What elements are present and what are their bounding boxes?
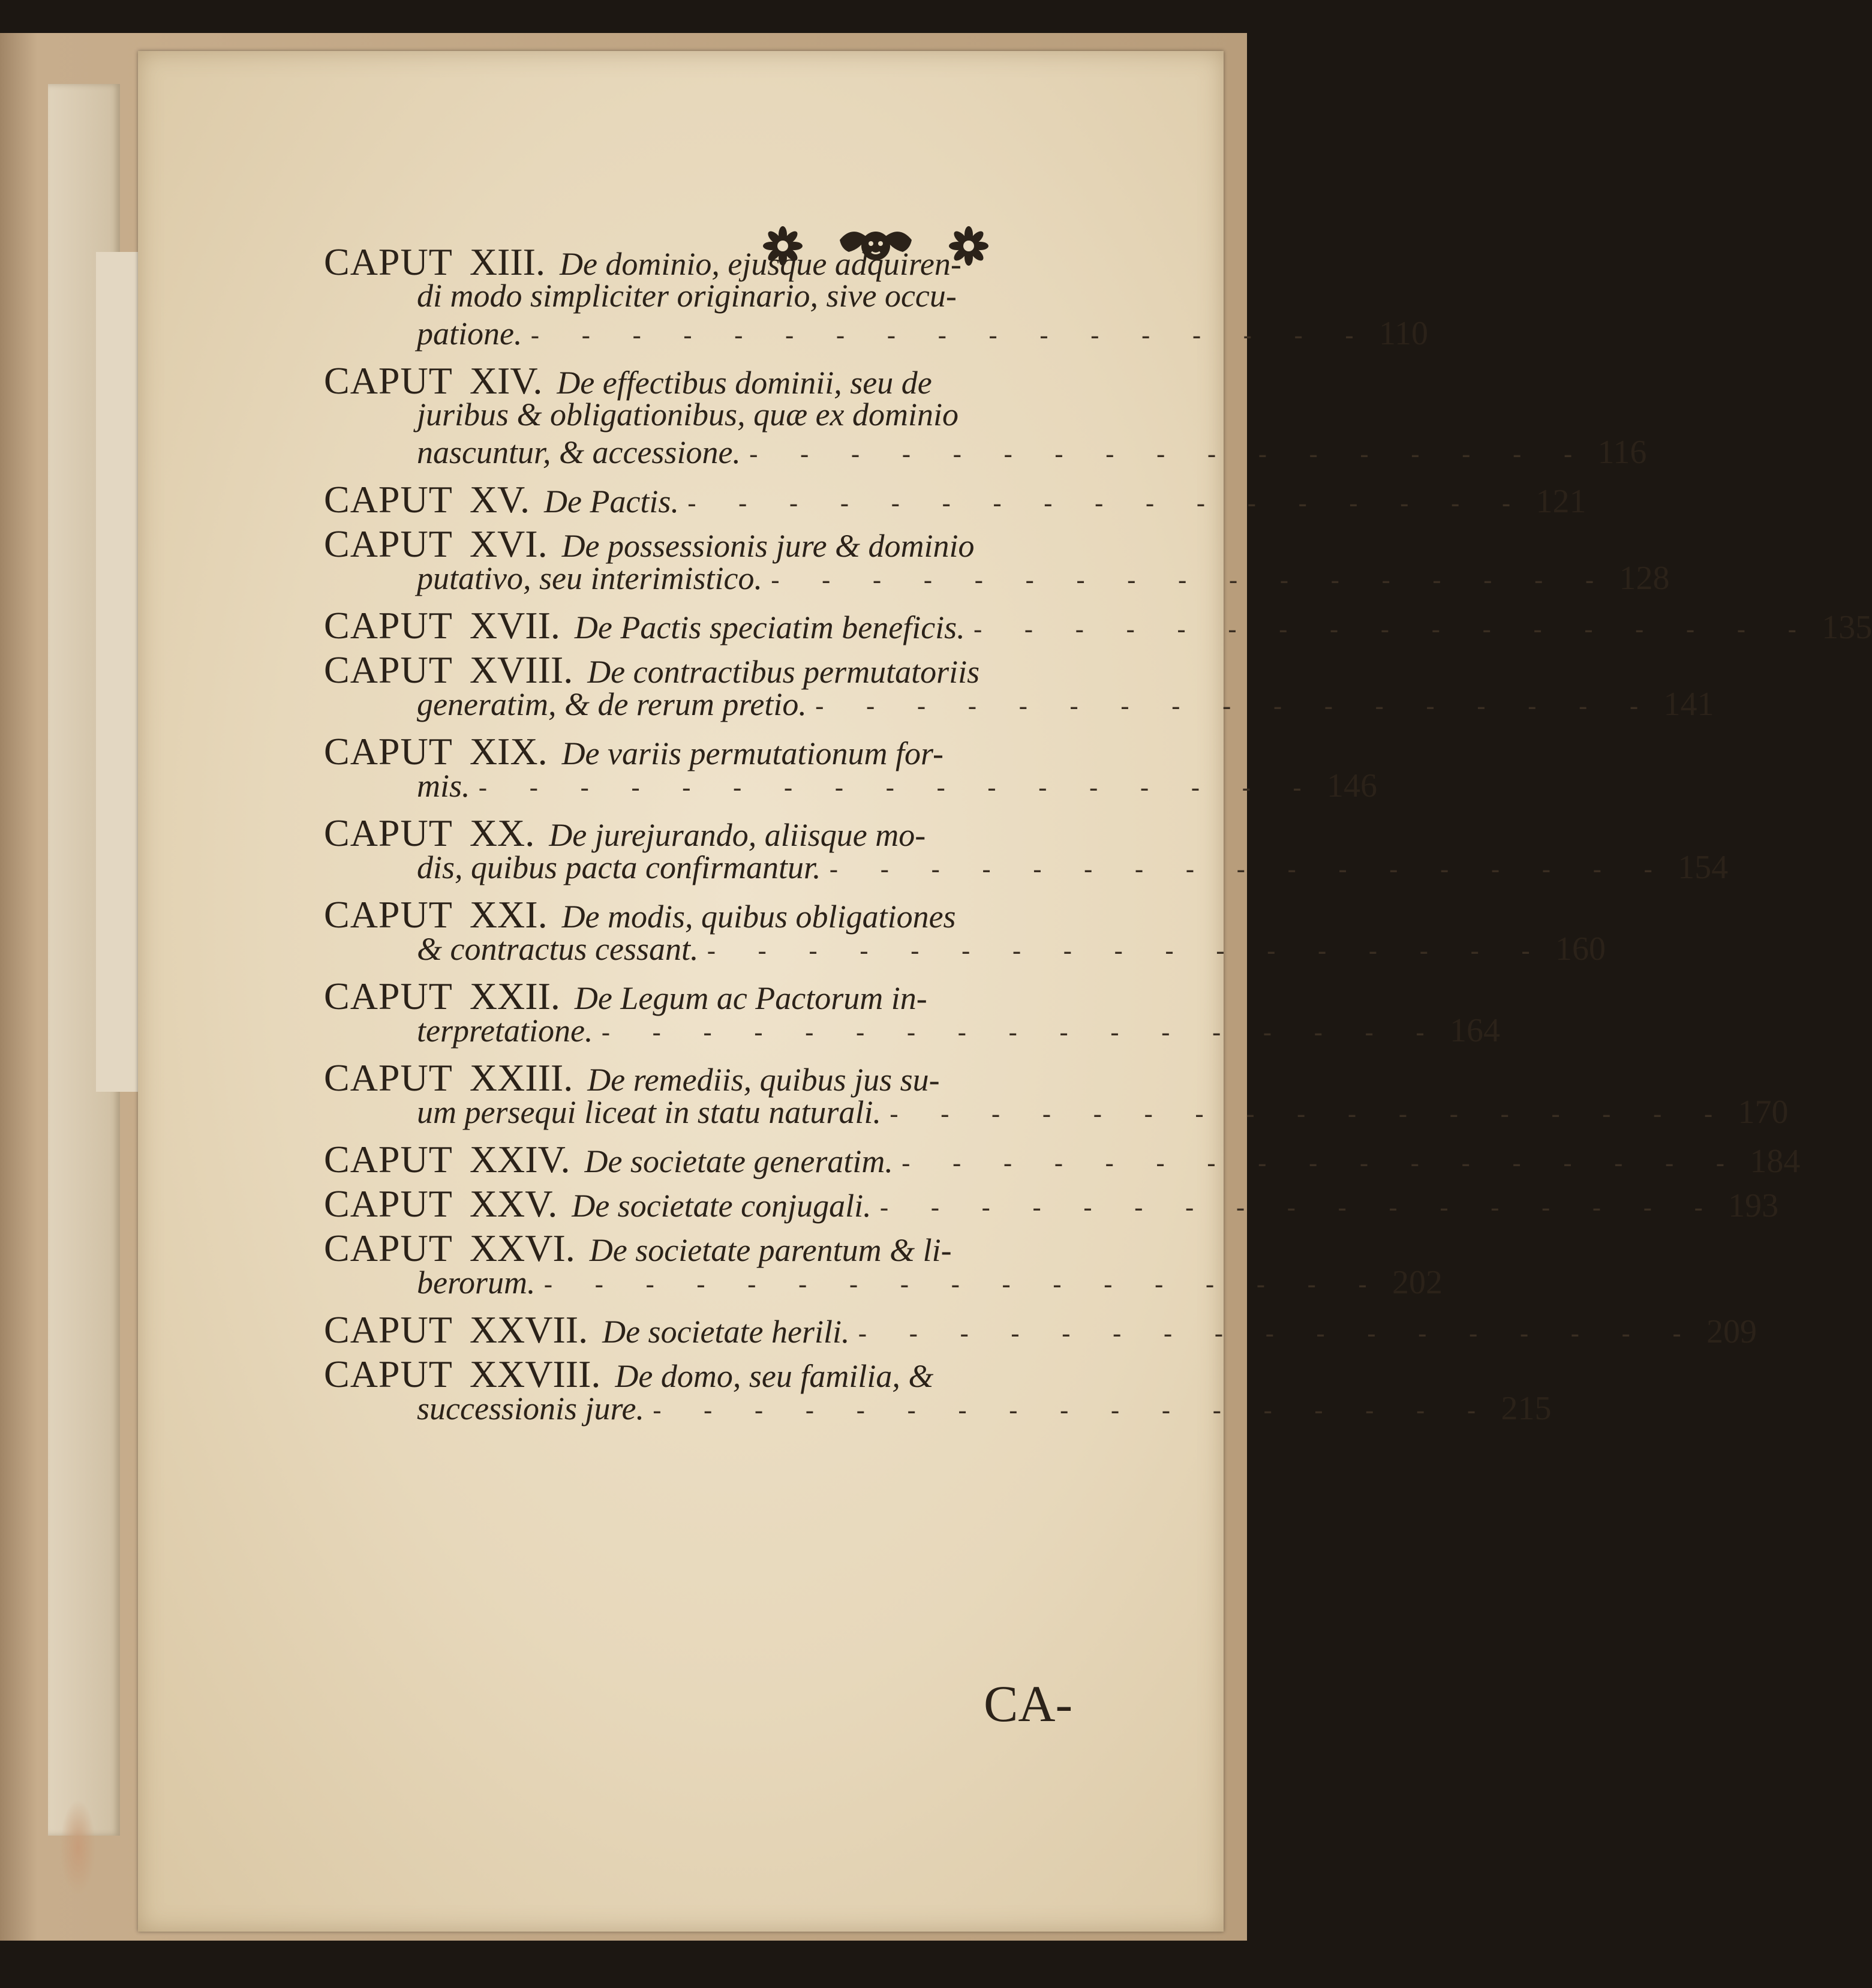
chapter-title-text: De Legum ac Pactorum in- <box>574 980 927 1016</box>
chapter-numeral: XIX. <box>469 730 548 773</box>
dot-leader: - - - - - - - - - - - - - - - - - <box>543 1269 1384 1300</box>
toc-entry <box>324 1056 1789 1131</box>
toc-line <box>324 848 1729 886</box>
table-of-contents <box>324 240 1872 1434</box>
chapter-title-text: mis. <box>417 768 470 804</box>
dot-leader: - - - - - - - - - - - - - - - - - <box>973 614 1814 645</box>
dot-leader: - - - - - - - - - - - - - - - - - <box>652 1395 1493 1426</box>
toc-line <box>324 314 1428 352</box>
chapter-title-text: nascuntur, & accessione. <box>417 434 741 470</box>
toc-line <box>324 1182 1779 1225</box>
chapter-label: CAPUT <box>324 1227 453 1269</box>
dot-leader: - - - - - - - - - - - - - - - - - <box>687 488 1528 519</box>
toc-line <box>324 396 1158 433</box>
page-number: 164 <box>1449 1012 1500 1049</box>
page-number: 141 <box>1663 686 1714 723</box>
chapter-label: CAPUT <box>324 359 453 402</box>
toc-line <box>324 603 1872 647</box>
chapter-title-text: De societate herili. <box>602 1314 850 1350</box>
page-number: 184 <box>1750 1143 1801 1180</box>
dot-leader: - - - - - - - - - - - - - - - - - <box>858 1319 1699 1349</box>
chapter-title-text: De domo, seu familia, & <box>615 1358 934 1394</box>
toc-entry <box>324 240 1428 352</box>
chapter-title-text: De effectibus dominii, seu de <box>557 365 932 401</box>
dot-leader: - - - - - - - - - - - - - - - - - <box>770 565 1611 596</box>
chapter-numeral: XVI. <box>469 522 548 565</box>
toc-entry <box>324 1137 1801 1181</box>
chapter-numeral: XV. <box>469 478 530 521</box>
chapter-label: CAPUT <box>324 730 453 773</box>
chapter-numeral: XIII. <box>469 241 545 283</box>
chapter-title-text: De contractibus permutatoriis <box>587 654 980 690</box>
toc-line <box>324 1093 1789 1131</box>
chapter-title-text: De societate conjugali. <box>572 1188 872 1224</box>
paper-stain <box>60 1800 96 1896</box>
toc-line <box>324 1137 1801 1181</box>
toc-entry <box>324 359 1647 471</box>
toc-line <box>324 1352 1158 1395</box>
toc-entry <box>324 893 1606 968</box>
chapter-title-text: dis, quibus pacta confirmantur. <box>417 849 821 885</box>
toc-line <box>324 811 1158 854</box>
toc-line <box>324 1389 1552 1427</box>
chapter-numeral: XX. <box>469 812 535 854</box>
page-number: 202 <box>1392 1264 1443 1301</box>
chapter-label: CAPUT <box>324 1353 453 1395</box>
chapter-label: CAPUT <box>324 812 453 854</box>
page-number: 110 <box>1379 315 1428 352</box>
chapter-title-text: putativo, seu interimistico. <box>417 560 762 596</box>
toc-line <box>324 359 1158 402</box>
chapter-title-text: De jurejurando, aliisque mo- <box>549 817 926 853</box>
chapter-title-text: De possessionis jure & dominio <box>561 528 975 564</box>
toc-entry <box>324 522 1670 597</box>
toc-line <box>324 1056 1158 1099</box>
toc-entry <box>324 1182 1779 1225</box>
toc-line <box>324 648 1158 691</box>
dot-leader: - - - - - - - - - - - - - - - - - <box>901 1148 1742 1179</box>
chapter-label: CAPUT <box>324 975 453 1017</box>
chapter-title-text: terpretatione. <box>417 1013 593 1049</box>
chapter-title-text: De societate generatim. <box>584 1143 893 1179</box>
toc-line <box>324 277 1158 314</box>
chapter-label: CAPUT <box>324 1056 453 1099</box>
chapter-title-text: De variis permutationum for- <box>561 735 943 771</box>
chapter-title-text: De remediis, quibus jus su- <box>587 1062 940 1098</box>
toc-line <box>324 559 1670 597</box>
page-number: 116 <box>1597 434 1647 471</box>
toc-line <box>324 1308 1757 1351</box>
toc-line <box>324 930 1606 968</box>
toc-line <box>324 1263 1443 1301</box>
chapter-label: CAPUT <box>324 478 453 521</box>
dot-leader: - - - - - - - - - - - - - - - - - <box>601 1017 1441 1048</box>
toc-entry <box>324 478 1586 521</box>
chapter-title-text: De societate parentum & li- <box>589 1232 952 1268</box>
page-number: 146 <box>1327 767 1378 804</box>
toc-entry <box>324 811 1729 886</box>
toc-line <box>324 1226 1158 1269</box>
page-number: 193 <box>1728 1187 1779 1224</box>
chapter-label: CAPUT <box>324 241 453 283</box>
chapter-numeral: XXIV. <box>469 1138 570 1181</box>
chapter-numeral: XXVIII. <box>469 1353 601 1395</box>
page-number: 209 <box>1706 1313 1757 1350</box>
chapter-title-text: patione. <box>417 316 522 352</box>
chapter-numeral: XVIII. <box>469 648 573 691</box>
chapter-numeral: XXV. <box>469 1182 558 1225</box>
chapter-title-text: De dominio, ejusque adquiren- <box>559 246 961 282</box>
toc-line <box>324 240 1158 283</box>
toc-line <box>324 893 1158 936</box>
inserted-slip <box>96 252 139 1092</box>
chapter-label: CAPUT <box>324 648 453 691</box>
dot-leader: - - - - - - - - - - - - - - - - - <box>478 773 1319 803</box>
chapter-label: CAPUT <box>324 893 453 936</box>
chapter-label: CAPUT <box>324 1182 453 1225</box>
toc-line <box>324 1011 1500 1049</box>
chapter-numeral: XXVII. <box>469 1308 588 1351</box>
chapter-title-text: successionis jure. <box>417 1391 644 1427</box>
dot-leader: - - - - - - - - - - - - - - - - - <box>829 854 1670 885</box>
toc-entry <box>324 729 1378 804</box>
chapter-title-text: & contractus cessant. <box>417 931 699 967</box>
chapter-title-text: um persequi liceat in statu naturali. <box>417 1094 881 1130</box>
toc-line <box>324 685 1714 723</box>
catchword: CA- <box>984 1675 1073 1732</box>
chapter-numeral: XXIII. <box>469 1056 573 1099</box>
chapter-title-text: berorum. <box>417 1265 536 1301</box>
page-number: 170 <box>1738 1094 1789 1131</box>
chapter-numeral: XIV. <box>469 359 543 402</box>
page-number: 154 <box>1678 849 1729 886</box>
page-number: 128 <box>1619 560 1670 597</box>
chapter-numeral: XVII. <box>469 604 560 647</box>
chapter-title-text: De Pactis. <box>544 484 679 519</box>
chapter-label: CAPUT <box>324 522 453 565</box>
chapter-label: CAPUT <box>324 604 453 647</box>
chapter-numeral: XXII. <box>469 975 560 1017</box>
chapter-title-text: De modis, quibus obligationes <box>561 899 956 935</box>
dot-leader: - - - - - - - - - - - - - - - - - <box>749 439 1589 470</box>
chapter-title-text: di modo simpliciter originario, sive occu- <box>417 278 957 314</box>
chapter-numeral: XXI. <box>469 893 548 936</box>
toc-entry <box>324 1226 1443 1301</box>
chapter-label: CAPUT <box>324 1138 453 1181</box>
chapter-title-text: generatim, & de rerum pretio. <box>417 686 807 722</box>
dot-leader: - - - - - - - - - - - - - - - - - <box>879 1193 1720 1223</box>
page-number: 160 <box>1555 930 1606 968</box>
toc-entry <box>324 1308 1757 1351</box>
toc-line <box>324 767 1378 804</box>
chapter-title-text: De Pactis speciatim beneficis. <box>574 609 965 645</box>
dot-leader: - - - - - - - - - - - - - - - - - <box>530 320 1371 351</box>
toc-entry <box>324 603 1872 647</box>
toc-entry <box>324 974 1500 1049</box>
toc-line <box>324 974 1158 1017</box>
page-number: 121 <box>1536 483 1586 520</box>
dot-leader: - - - - - - - - - - - - - - - - - <box>815 691 1655 722</box>
dot-leader: - - - - - - - - - - - - - - - - - <box>889 1099 1730 1130</box>
toc-line <box>324 433 1647 471</box>
chapter-title-text: juribus & obligationibus, quæ ex dominio <box>417 397 959 433</box>
toc-entry <box>324 1352 1552 1427</box>
dot-leader: - - - - - - - - - - - - - - - - - <box>707 936 1547 966</box>
toc-line <box>324 729 1158 773</box>
page-number: 135 <box>1822 609 1872 646</box>
page-number: 215 <box>1501 1390 1552 1427</box>
toc-line <box>324 522 1158 565</box>
toc-entry <box>324 648 1714 723</box>
chapter-numeral: XXVI. <box>469 1227 575 1269</box>
chapter-label: CAPUT <box>324 1308 453 1351</box>
toc-line <box>324 478 1586 521</box>
